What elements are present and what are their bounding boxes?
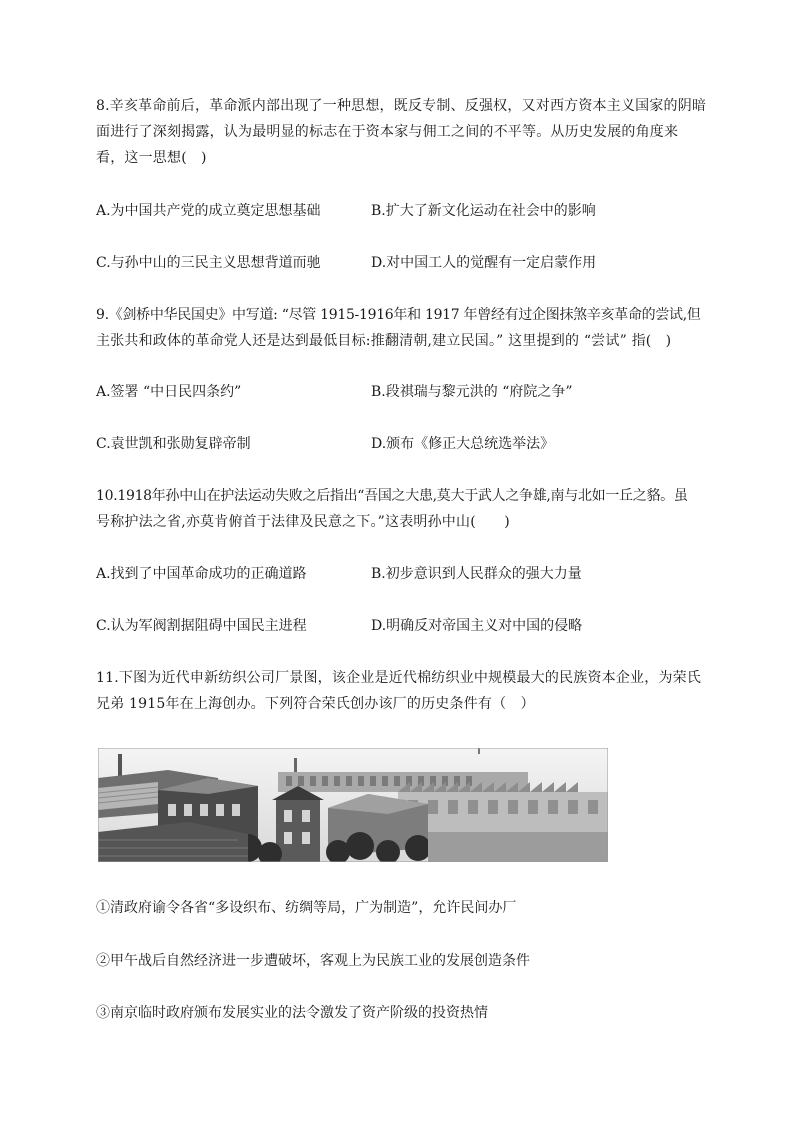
q8-option-c[interactable]: C.与孙中山的三民主义思想背道而驰 xyxy=(96,255,321,271)
q11-stem-line-1: 11.下图为近代申新纺织公司厂景图，该企业是近代棉纺织业中规模最大的民族资本企业，为荣氏 xyxy=(96,670,702,686)
q8-option-a[interactable]: A.为中国共产党的成立奠定思想基础 xyxy=(96,203,321,219)
q10-option-b[interactable]: B.初步意识到人民群众的强大力量 xyxy=(371,566,582,582)
q9-stem-line-1: 9.《剑桥中华民国史》中写道: “尽管 1915-1916年和 1917 年曾经有过企图抹煞辛亥革命的尝试,但 xyxy=(96,307,701,323)
q10-stem-line-2: 号称护法之省,亦莫肯俯首于法律及民意之下。”这表明孙中山( ) xyxy=(96,514,510,530)
q8-stem-line-2: 面进行了深刻揭露，认为最明显的标志在于资本家与佣工之间的不平等。从历史发展的角度来 xyxy=(96,124,679,140)
q9-stem-line-2: 主张共和政体的革命党人还是达到最低目标:推翻清朝,建立民国。” 这里提到的 “尝试” 指( ) xyxy=(96,333,672,349)
q10-stem-line-1: 10.1918年孙中山在护法运动失败之后指出“吾国之大患,莫大于武人之争雄,南与北如一丘之貉。虽 xyxy=(96,488,688,504)
factory-photo xyxy=(98,748,608,862)
q11-item-1: ①清政府谕令各省“多设织布、纺绸等局，广为制造”，允许民间办厂 xyxy=(96,900,517,916)
q11-item-3: ③南京临时政府颁布发展实业的法令激发了资产阶级的投资热情 xyxy=(96,1005,488,1021)
q9-option-a[interactable]: A.签署 “中日民四条约” xyxy=(96,384,242,400)
q8-option-d[interactable]: D.对中国工人的觉醒有一定启蒙作用 xyxy=(371,255,597,271)
q8-stem-line-1: 8.辛亥革命前后，革命派内部出现了一种思想，既反专制、反强权，又对西方资本主义国家的阴暗 xyxy=(96,98,707,114)
q8-stem-line-3: 看，这一思想( ) xyxy=(96,150,207,166)
q10-option-c[interactable]: C.认为军阀割据阻碍中国民主进程 xyxy=(96,618,307,634)
q10-option-d[interactable]: D.明确反对帝国主义对中国的侵略 xyxy=(371,618,583,634)
q9-option-c[interactable]: C.袁世凯和张勋复辟帝制 xyxy=(96,436,251,452)
q11-stem-line-2: 兄弟 1915年在上海创办。下列符合荣氏创办该厂的历史条件有（ ） xyxy=(96,696,535,712)
q10-option-a[interactable]: A.找到了中国革命成功的正确道路 xyxy=(96,566,307,582)
q11-item-2: ②甲午战后自然经济进一步遭破坏，客观上为民族工业的发展创造条件 xyxy=(96,953,530,969)
q9-option-b[interactable]: B.段祺瑞与黎元洪的 “府院之争” xyxy=(371,384,573,400)
q8-option-b[interactable]: B.扩大了新文化运动在社会中的影响 xyxy=(371,203,596,219)
q9-option-d[interactable]: D.颁布《修正大总统选举法》 xyxy=(371,436,555,452)
